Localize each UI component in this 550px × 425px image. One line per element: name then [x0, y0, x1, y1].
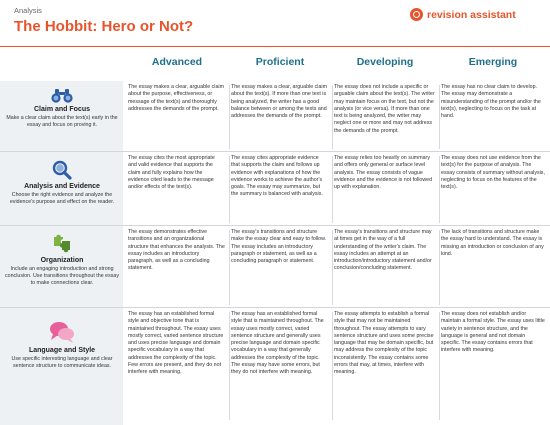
binoculars-icon [48, 87, 76, 103]
column-divider [332, 156, 333, 223]
column-divider [229, 85, 230, 149]
column-divider [229, 230, 230, 305]
rubric-cell-proficient: The essay cites appropriate evidence that supports the claim and follows up evidence with explanations of how the evidence works to achieve the author's goals. The essay may summarize, but the summary is balanced with analysis. [231, 155, 323, 198]
column-heading-developing: Developing [356, 56, 414, 68]
rubric-cell-developing: The essay relies too heavily on summary and offers only general or surface level analysis. The essay consists of vague evidence and the evidence is not followed up with explanation. [334, 155, 433, 191]
eyebrow-label: Analysis [14, 6, 42, 15]
rubric-cell-advanced: The essay makes a clear, arguable claim about the purpose, effectiveness, or message of the text(s) and thoroughly addresses the demands of the prompt. [128, 84, 224, 112]
rubric-cell-advanced: The essay demonstrates effective transitions and an organizational structure that enhances the analysis. The essay includes an introductory paragraph, as well as a concluding statement. [128, 229, 225, 272]
rubric-cell-emerging: The essay does not use evidence from the text(s) for the purpose of analysis. The essay consists of summary without analysis, neglecting to focus on the features of the text(s). [441, 155, 545, 191]
criterion-name: Organization [40, 257, 84, 264]
row-label [3, 232, 121, 286]
column-divider [332, 230, 333, 305]
criterion-name: Language and Style [28, 347, 96, 354]
rubric-cell-proficient: The essay has an established formal style that is maintained throughout. The essay uses mostly correct, varied sentence structure and generally uses precise language and domain specific vocabulary in a way that generally addresses the complexity of the topic. The essay may have some errors, but they do not interfere with meaning. [231, 311, 324, 376]
rubric-row-claim-and-focus [0, 81, 550, 152]
page-title: The Hobbit: Hero or Not? [14, 18, 194, 35]
rubric-cell-advanced: The essay has an established formal style and objective tone that is maintained throughout. The essay uses mostly correct, varied sentence structure and uses precise language and domain specific vocabulary in a way that addresses the complexity of the topic. Few errors are present, and they do not interfere with meaning. [128, 311, 224, 376]
criterion-description: Include an engaging introduction and strong conclusion. Use transitions throughout the essay to make connections clear. [5, 266, 119, 286]
rubric-cell-proficient: The essay makes a clear, arguable claim about the text(s). If more than one text is being analyzed, the writer has a good balance between or among the texts and addresses the demands of the prompt. [231, 84, 327, 120]
rubric-row-language-and-style [0, 308, 550, 425]
column-divider [439, 156, 440, 223]
column-divider [332, 312, 333, 420]
criterion-description: Use specific interesting language and clear sentence structure to communicate ideas. [11, 356, 113, 369]
column-heading-proficient: Proficient [255, 56, 305, 68]
criterion-name: Analysis and Evidence [24, 183, 100, 190]
header [0, 0, 550, 47]
brand-name: revision assistant [427, 8, 516, 21]
rubric-cell-proficient: The essay's transitions and structure make the essay clear and easy to follow. The essay includes an introductory paragraph or statement, as well as a concluding paragraph or statement. [231, 229, 327, 265]
rubric-cell-developing: The essay attempts to establish a formal style that may not be maintained throughout. The essay attempts to vary sentence structure and uses some precise language that may be domain specific, but may address the complexity of the topic inconsistently. The essay contains some errors that may, at times, interfere with meaning. [334, 311, 434, 376]
rubric-cell-advanced: The essay cites the most appropriate and valid evidence that supports the claim and fully explains how the evidence cited leads to the message and/or effects of the text(s). [128, 155, 215, 191]
criterion-description: Choose the right evidence and analyze the evidence's purpose and effect on the reader. [9, 192, 115, 205]
column-heading-advanced: Advanced [151, 56, 203, 68]
speech-bubbles-icon [48, 320, 76, 344]
rubric-cell-developing: The essay's transitions and structure may at times get in the way of a full understanding of the writer's claim. The essay includes an attempt at an introduction/introductory statement and/or conclusion/concluding statement. [334, 229, 432, 272]
rubric-cell-emerging: The lack of transitions and structure make the essay hard to understand. The essay is missing an introduction or conclusion of any kind. [441, 229, 544, 257]
criterion-name: Claim and Focus [33, 106, 90, 113]
header-divider [0, 46, 550, 47]
search-icon [51, 160, 73, 180]
column-heading-emerging: Emerging [468, 56, 518, 68]
brand-logo-icon [410, 8, 423, 21]
criterion-description: Make a clear claim about the text(s) early in the essay and focus on proving it. [6, 115, 118, 128]
rubric-cell-emerging: The essay does not establish and/or maintain a formal style. The essay uses little variety in sentence structure, and the language is general and not domain specific. The essay contains errors that interfere with meaning. [441, 311, 545, 354]
column-divider [439, 85, 440, 149]
column-divider [332, 85, 333, 149]
column-divider [229, 312, 230, 420]
column-divider [229, 156, 230, 223]
row-label [3, 160, 121, 206]
puzzle-icon [51, 232, 73, 254]
brand-logo [410, 8, 516, 21]
rubric-row-analysis-and-evidence [0, 152, 550, 226]
row-label [3, 320, 121, 370]
rubric-row-organization [0, 226, 550, 308]
rubric-cell-developing: The essay does not include a specific or arguable claim about the text(s). The writer may maintain focus on the text, but not the analysis (or vice versa). If more than one text is being analyzed, the writer may neglect one or more and may not address the demands of the prompt. [334, 84, 435, 134]
rubric-cell-emerging: The essay has no clear claim to develop. The essay may demonstrate a misunderstanding of the prompt and/or the text(s), neglecting to focus on the task at hand. [441, 84, 541, 120]
row-label [3, 87, 121, 129]
column-divider [439, 312, 440, 420]
column-divider [439, 230, 440, 305]
